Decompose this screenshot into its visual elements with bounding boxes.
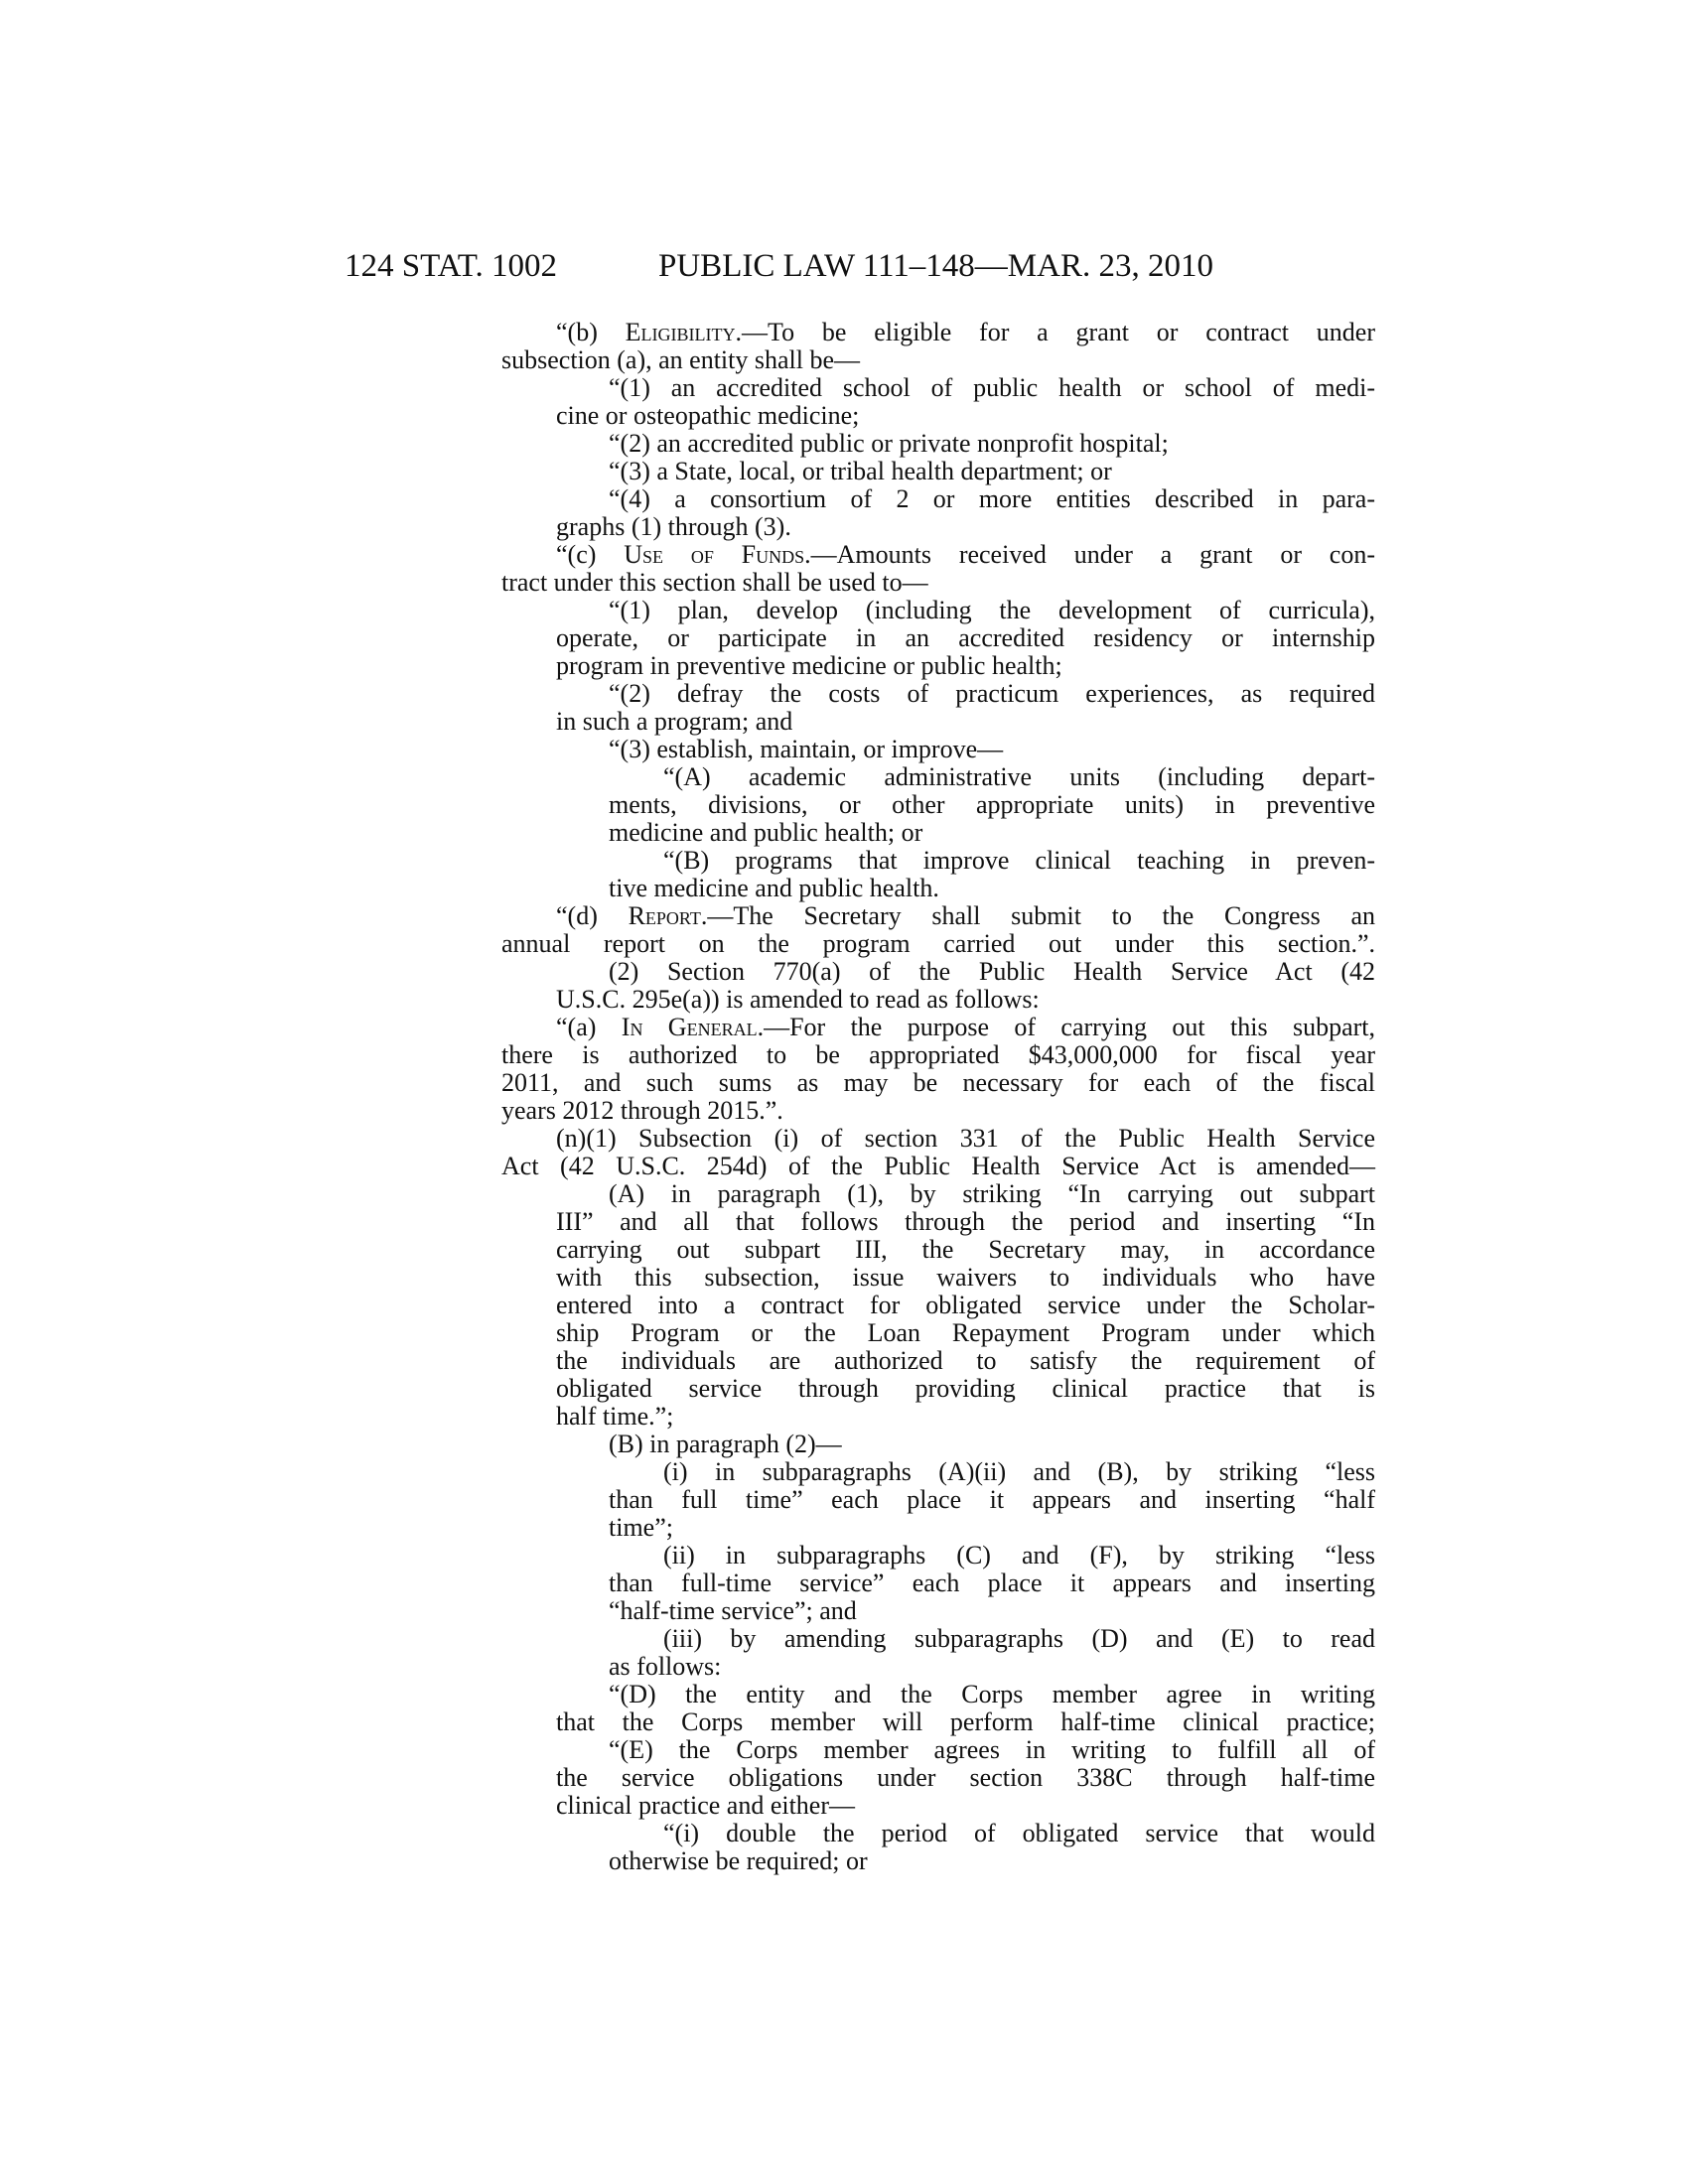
- text-line: [556, 1264, 1375, 1292]
- text-line: [556, 1014, 1375, 1041]
- line-text: with this subsection, issue waivers to individuals who have: [556, 1263, 1375, 1292]
- text-line: [609, 875, 1375, 902]
- line-text: 2011, and such sums as may be necessary for each of the fiscal: [501, 1068, 1375, 1097]
- line-text: tive medicine and public health.: [609, 874, 939, 902]
- line-text: as follows:: [609, 1652, 722, 1681]
- line-text: (n)(1) Subsection (i) of section 331 of the Public Health Service: [556, 1124, 1375, 1153]
- section-heading: Eligibility: [625, 318, 736, 346]
- section-lead: “(a): [556, 1013, 622, 1041]
- text-line: [556, 402, 1375, 430]
- text-line: [609, 1597, 1375, 1625]
- text-line: [556, 1764, 1375, 1792]
- text-line: [556, 624, 1375, 652]
- text-line: [609, 1514, 1375, 1542]
- line-text: in such a program; and: [556, 707, 793, 736]
- text-line: [556, 1375, 1375, 1403]
- text-line: [609, 1486, 1375, 1514]
- page-stat-citation: 124 STAT. 1002: [345, 248, 558, 284]
- text-line: [609, 680, 1375, 708]
- text-line: [556, 1319, 1375, 1347]
- text-line: [663, 1458, 1375, 1486]
- text-line: [609, 736, 1375, 763]
- line-text: subsection (a), an entity shall be—: [501, 345, 861, 374]
- text-line: [609, 1570, 1375, 1597]
- text-line: [556, 902, 1375, 930]
- line-text: .—For the purpose of carrying out this subpart,: [757, 1013, 1375, 1041]
- text-line: [501, 1097, 1375, 1125]
- line-text: U.S.C. 295e(a)) is amended to read as follows:: [556, 985, 1040, 1014]
- section-lead: “(b): [556, 318, 626, 346]
- text-line: [501, 569, 1375, 597]
- text-line: [556, 1708, 1375, 1736]
- line-text: “(2) defray the costs of practicum experiences, as required: [609, 679, 1375, 708]
- line-text: than full time” each place it appears and inserting “half: [609, 1485, 1375, 1514]
- line-text: tract under this section shall be used to—: [501, 568, 928, 597]
- line-text: “(3) a State, local, or tribal health department; or: [609, 457, 1112, 485]
- line-text: time”;: [609, 1513, 673, 1542]
- text-line: [609, 485, 1375, 513]
- line-text: otherwise be required; or: [609, 1846, 868, 1875]
- line-text: carrying out subpart III, the Secretary may, in accordance: [556, 1235, 1375, 1264]
- line-text: cine or osteopathic medicine;: [556, 401, 860, 430]
- text-line: [556, 986, 1375, 1014]
- text-line: [501, 1069, 1375, 1097]
- text-line: [609, 1431, 1375, 1458]
- text-line: [556, 1125, 1375, 1153]
- line-text: medicine and public health; or: [609, 818, 923, 847]
- line-text: .—Amounts received under a grant or con-: [804, 540, 1376, 569]
- text-line: [556, 1403, 1375, 1431]
- line-text: .—To be eligible for a grant or contract under: [735, 318, 1375, 346]
- line-text: the service obligations under section 338C through half-time: [556, 1763, 1375, 1792]
- line-text: there is authorized to be appropriated $43,000,000 for fiscal year: [501, 1040, 1375, 1069]
- section-heading: In General: [621, 1013, 758, 1041]
- text-line: [556, 708, 1375, 736]
- line-text: “half-time service”; and: [609, 1596, 857, 1625]
- text-line: [556, 652, 1375, 680]
- line-text: (A) in paragraph (1), by striking “In carrying out subpart: [609, 1179, 1375, 1208]
- text-line: [609, 458, 1375, 485]
- line-text: operate, or participate in an accredited residency or internship: [556, 623, 1375, 652]
- line-text: entered into a contract for obligated service under the Scholar-: [556, 1291, 1375, 1319]
- line-text: .—The Secretary shall submit to the Congress an: [700, 901, 1376, 930]
- text-line: [609, 597, 1375, 624]
- text-line: [663, 1625, 1375, 1653]
- line-text: “(A) academic administrative units (including depart-: [663, 762, 1375, 791]
- line-text: “(E) the Corps member agrees in writing to fulfill all of: [609, 1735, 1375, 1764]
- line-text: “(3) establish, maintain, or improve—: [609, 735, 1004, 763]
- text-line: [663, 763, 1375, 791]
- text-line: [609, 1736, 1375, 1764]
- line-text: clinical practice and either—: [556, 1791, 856, 1820]
- running-header-title: PUBLIC LAW 111–148—MAR. 23, 2010: [658, 248, 1213, 284]
- section-heading: Use of Funds: [624, 540, 805, 569]
- text-line: [663, 847, 1375, 875]
- text-line: [501, 1153, 1375, 1180]
- section-lead: “(d): [556, 901, 629, 930]
- line-text: (2) Section 770(a) of the Public Health Service Act (42: [609, 957, 1375, 986]
- text-line: [556, 1292, 1375, 1319]
- line-text: obligated service through providing clinical practice that is: [556, 1374, 1375, 1403]
- text-line: [609, 1653, 1375, 1681]
- text-line: [501, 930, 1375, 958]
- line-text: the individuals are authorized to satisfy the requirement of: [556, 1346, 1375, 1375]
- line-text: (B) in paragraph (2)—: [609, 1430, 842, 1458]
- line-text: III” and all that follows through the period and inserting “In: [556, 1207, 1375, 1236]
- section-lead: “(c): [556, 540, 625, 569]
- line-text: graphs (1) through (3).: [556, 512, 791, 541]
- line-text: years 2012 through 2015.”.: [501, 1096, 783, 1125]
- line-text: (ii) in subparagraphs (C) and (F), by striking “less: [663, 1541, 1375, 1570]
- text-line: [501, 346, 1375, 374]
- line-text: “(1) plan, develop (including the development of curricula),: [609, 596, 1375, 624]
- text-line: [556, 1208, 1375, 1236]
- line-text: annual report on the program carried out under this section.”.: [501, 929, 1375, 958]
- text-line: [556, 319, 1375, 346]
- line-text: (i) in subparagraphs (A)(ii) and (B), by striking “less: [663, 1457, 1375, 1486]
- text-line: [609, 1180, 1375, 1208]
- line-text: (iii) by amending subparagraphs (D) and (E) to read: [663, 1624, 1375, 1653]
- line-text: than full-time service” each place it appears and inserting: [609, 1569, 1375, 1597]
- line-text: half time.”;: [556, 1402, 674, 1431]
- line-text: ments, divisions, or other appropriate units) in preventive: [609, 790, 1375, 819]
- line-text: “(1) an accredited school of public health or school of medi-: [609, 373, 1375, 402]
- text-line: [556, 513, 1375, 541]
- text-line: [556, 541, 1375, 569]
- text-line: [556, 1347, 1375, 1375]
- line-text: ship Program or the Loan Repayment Program under which: [556, 1318, 1375, 1347]
- line-text: “(B) programs that improve clinical teaching in preven-: [663, 846, 1375, 875]
- line-text: “(2) an accredited public or private nonprofit hospital;: [609, 429, 1169, 458]
- line-text: program in preventive medicine or public health;: [556, 651, 1062, 680]
- section-heading: Report: [628, 901, 701, 930]
- text-line: [609, 791, 1375, 819]
- text-line: [609, 374, 1375, 402]
- text-line: [663, 1542, 1375, 1570]
- line-text: “(4) a consortium of 2 or more entities described in para-: [609, 484, 1375, 513]
- text-line: [609, 1847, 1375, 1875]
- text-line: [609, 958, 1375, 986]
- text-line: [556, 1236, 1375, 1264]
- text-line: [609, 430, 1375, 458]
- text-line: [556, 1792, 1375, 1820]
- text-line: [501, 1041, 1375, 1069]
- line-text: that the Corps member will perform half-time clinical practice;: [556, 1707, 1375, 1736]
- line-text: “(i) double the period of obligated service that would: [663, 1819, 1375, 1847]
- line-text: Act (42 U.S.C. 254d) of the Public Health Service Act is amended—: [501, 1152, 1375, 1180]
- text-line: [609, 819, 1375, 847]
- text-line: [663, 1820, 1375, 1847]
- text-line: [609, 1681, 1375, 1708]
- line-text: “(D) the entity and the Corps member agree in writing: [609, 1680, 1375, 1708]
